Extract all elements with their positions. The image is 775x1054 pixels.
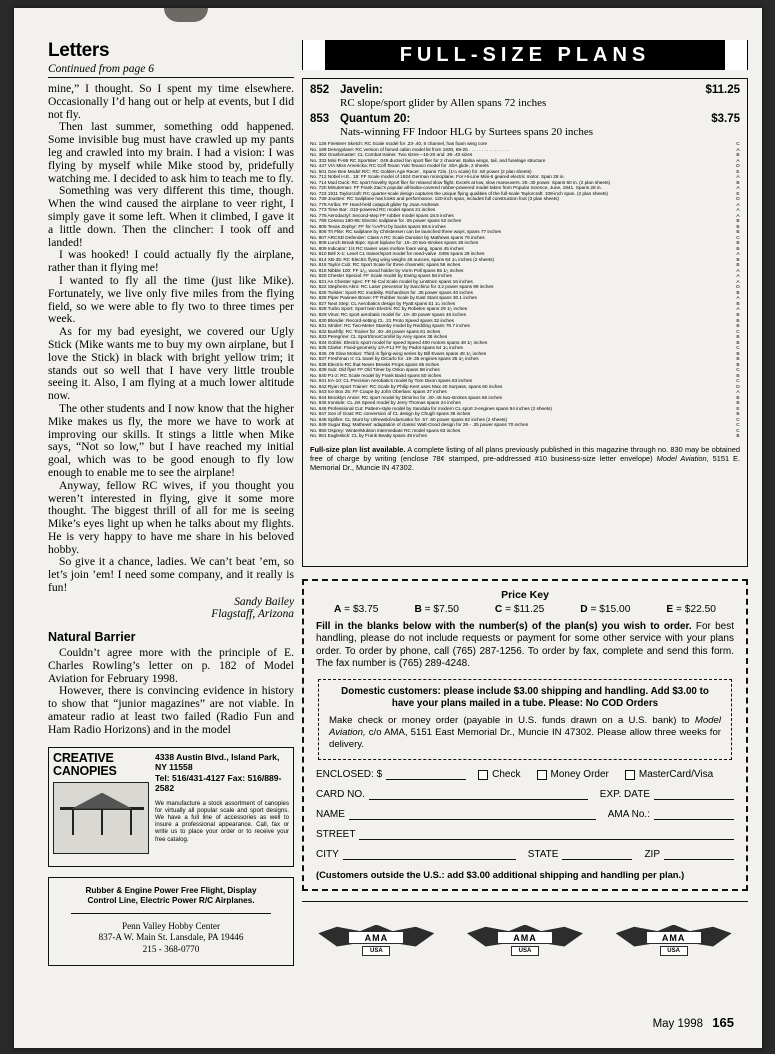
paragraph: Something was very different this time, though. When the wind caused the airplane to veer right, I simply gave it some left. When it climbed, I gave it a little down. Then the clincher: I took off and landed!: [48, 184, 294, 249]
price-key-entry: E = $22.50: [666, 604, 716, 615]
signature-name: Sandy Bailey: [234, 595, 294, 608]
plan-list-item[interactable]: No. 835 Clarke: Fixed-geometry 1/A-F1J FF by Padot spans 54 1⁄₄ inches: [310, 346, 463, 352]
plan-price-key: C: [736, 235, 740, 241]
scanner-thumb-artifact: [164, 8, 208, 22]
plan-price-key: A: [736, 175, 740, 181]
plan-list-item[interactable]: No. 843 Ice Box 25: FF Coupe by John Oberlanc spans 37 inches: [310, 390, 447, 396]
plan-number: 853: [310, 112, 330, 125]
issue-date: May 1998: [652, 1018, 704, 1030]
name-input[interactable]: [349, 809, 596, 820]
plan-price-key: A: [736, 202, 740, 208]
price-key-title: Price Key: [501, 589, 549, 601]
plan-price-key: E: [736, 191, 740, 197]
letters-body: [48, 83, 294, 595]
name-row[interactable]: [316, 809, 734, 820]
enclosed-label: ENCLOSED: $: [316, 768, 383, 780]
plan-price: $11.25: [705, 84, 740, 96]
plan-price-key: C: [736, 142, 740, 147]
plan-list-item[interactable]: No. 837 Freshman II: CL towel by DiCarlo for .19-.35 engines spans 35 1⁄₂ inches: [310, 357, 479, 363]
international-shipping-note: (Customers outside the U.S.: add $3.00 additional shipping and handling per plan.): [316, 868, 685, 880]
price-key-entry: A = $3.75: [333, 604, 379, 615]
plan-list-item[interactable]: No. 834 Goblin: Electric sport model for speed Speed 400 motors spans 48 1⁄₂ inches: [310, 340, 488, 346]
state-input[interactable]: [562, 849, 632, 860]
footnote-text: A complete listing of all plans previously published in this magazine through no. 830 may be obtained free of charge by writing (enclose 78¢ stamped, pre-addressed #10 business-size letter envelope): [310, 444, 740, 463]
plan-price-key: A: [736, 279, 740, 285]
ad-penn-valley-hobby[interactable]: [48, 877, 294, 967]
plan-list-item[interactable]: No. 825 Twister: Sport RC modelity. Richardson for .35 power spans 40 inches: [310, 290, 473, 296]
payment-note-pre: Make check or money order (payable in U.S. funds drawn on a U.S. bank) to: [329, 714, 695, 726]
zip-label: ZIP: [644, 848, 660, 860]
divider: [48, 77, 294, 78]
option-check-label: Check: [492, 768, 521, 780]
plan-price-key: B: [736, 153, 740, 159]
exp-date-input[interactable]: [654, 789, 734, 800]
plan-list-item[interactable]: No. 831 Strider: RC Two-Meter Stamby model by Redding spans 78.7 inches: [310, 324, 470, 330]
ad-address: 4338 Austin Blvd., Island Park, NY 11558: [155, 751, 280, 773]
ama-no-label: AMA No.:: [607, 808, 650, 820]
paragraph: However, there is convincing evidence in history to show that “junior magazines” are not viable. In amateur radio at least two failed (Radio Fun and Ham Radio Horizons) and in the model: [48, 684, 294, 736]
state-label: STATE: [527, 848, 559, 860]
plan-description: Nats-winning FF Indoor HLG by Surtees spans 20 inches: [340, 125, 593, 138]
footnote-heading: Full-size plan list available.: [310, 444, 406, 454]
street-input[interactable]: [359, 829, 734, 840]
plan-price-key: B: [736, 263, 740, 269]
page-footer: [653, 1015, 734, 1030]
ad-name-line2: CANOPIES: [53, 763, 117, 778]
signature: [48, 596, 294, 621]
checkbox-check[interactable]: [478, 770, 488, 780]
plan-list-item[interactable]: No. 836 .09 Slow Motion: Third in flying-wing series by Bill Evans spans 48 1⁄₂ inches: [310, 351, 487, 357]
plan-price-key: A: [736, 208, 740, 214]
plan-price-key: B: [736, 224, 740, 230]
plan-list-item[interactable]: No. 773 Time Bar: .010-powered RC model spans 21 inches: [310, 208, 436, 214]
payment-note-publication: Model Aviation,: [329, 714, 721, 738]
ad-store-name: Penn Valley Hobby Center: [121, 920, 221, 931]
ad-tagline-1: Rubber & Engine Power Free Flight, Display: [85, 885, 257, 895]
plan-price-key: A: [736, 307, 740, 313]
checkbox-money-order[interactable]: [537, 770, 547, 780]
plan-list-item[interactable]: No. 844 Brooklyn Annie: RC sport model by Dimirino for .30-.45 two-strokes spans 56 inches: [310, 395, 502, 401]
plan-list-item[interactable]: No. 807 ARCSD Defender: Class A RC Scale Duration by Mathews spans 76 inches: [310, 235, 485, 241]
page-number: 165: [712, 1015, 734, 1030]
plan-price-key: B: [736, 301, 740, 307]
left-column: [48, 40, 294, 966]
plan-list-item[interactable]: No. 809 Indicator: 1/4 RC trainer uses mofore foam wing, spans 45 inches: [310, 246, 464, 252]
plan-price-key: B: [736, 324, 740, 330]
continued-from: Continued from page 6: [48, 63, 154, 75]
plan-list-item[interactable]: No. 850 Osprey: Winter/Mukton intermediate RC model spans 63 inches: [310, 428, 461, 434]
plan-list-item[interactable]: No. 826 Piper Pawnee Brave: FF Rubber Scale by East Stant spans 30.1 inches: [310, 296, 477, 302]
plan-price-key: B: [736, 257, 740, 263]
payment-note-rest: c/o AMA, 5151 East Memorial Dr., Muncie IN 47302. Please allow three weeks for delivery.: [329, 726, 721, 750]
plan-price-key: E: [736, 169, 740, 175]
plan-list-item[interactable]: No. 830 Blondie: Record-setting CL .21 Proto Speed spans 32 inches: [310, 318, 454, 324]
exp-date-label: EXP. DATE: [599, 788, 650, 800]
divider: [71, 913, 271, 914]
plan-price-key: B: [736, 351, 740, 357]
enclosed-amount-input[interactable]: [386, 769, 466, 780]
price-key-column: [734, 142, 742, 440]
plan-price: $3.75: [711, 112, 740, 125]
plan-price-key: B: [736, 412, 740, 418]
ad-name-line1: CREATIVE: [53, 750, 114, 765]
order-instructions: [316, 621, 734, 671]
ama-logo: [616, 917, 732, 963]
plan-list-item[interactable]: No. 808 Lunch Break Bipe: Sport biplane for .15-.20 two-strokes spans 36 inches: [310, 241, 479, 247]
city-input[interactable]: [343, 849, 516, 860]
card-number-input[interactable]: [369, 789, 588, 800]
order-instructions-bold: Fill in the blanks below with the number(s) of the plan(s) you wish to order.: [316, 621, 692, 632]
ama-logo: [318, 917, 434, 963]
plan-list-item[interactable]: No. 848 Spitfire: CL Stunt by Urlrewski/Adamusko for .57 .60 power spans 62 inches (2 sheets): [310, 417, 508, 423]
plan-list-item[interactable]: No. 828 Turbo Sport: Sport twin Electric RC by Robelen spans 29 1⁄₂ inches: [310, 307, 468, 313]
plan-price-key: B: [736, 312, 740, 318]
name-label: NAME: [316, 808, 345, 820]
plan-price-key: C: [736, 379, 740, 385]
footnote-address: 5151 E. Memorial Dr., Muncie IN 47302.: [310, 453, 741, 472]
plan-list-item[interactable]: No. 847 Son of Goat: RC conversion of CL design by Chugh spans 36 inches: [310, 412, 471, 418]
plan-price-key: A: [736, 390, 740, 396]
plan-name: Javelin:: [340, 84, 383, 96]
payment-note: [329, 715, 721, 751]
plan-price-key: B: [736, 246, 740, 252]
plan-list-item[interactable]: No. 789 Cessna 180-85: Electric sailplane for .05 power spans 62 inches: [310, 219, 462, 225]
page-title: Letters: [48, 40, 110, 61]
plan-price-key: B: [736, 357, 740, 363]
option-money-order-label: Money Order: [550, 768, 609, 780]
banner-left-notch: [303, 40, 325, 70]
paragraph: So give it a chance, ladies. We can’t beat ’em, so let’s join ’em! I need some company, and it really is fun!: [48, 555, 294, 595]
plan-price-key: B: [736, 318, 740, 324]
plan-price-key: B: [736, 401, 740, 407]
plan-list-item[interactable]: No. 126 Firesteer Sketch: RC Scale model for .23-.40, 5 channel, has foam wing core: [310, 142, 488, 147]
plan-list-item[interactable]: No. 815 Taylor Cub: RC Sport Scale for three channels; spans 56 inches: [310, 263, 461, 269]
magazine-page: [14, 8, 762, 1048]
plan-price-key: C: [736, 428, 740, 434]
paragraph: Then last summer, something odd happened. Some invisible bug must have crawled up my pants leg and crawled into my brain. I had a vision: I was flying by myself while Mike stood by, pridefully watching me. I decided to ask him to teach me to fly.: [48, 120, 294, 185]
ad-store-address: 837-A W. Main St. Lansdale, PA 19446: [98, 932, 244, 943]
plan-price-key: A: [736, 147, 740, 153]
paragraph: Anyway, fellow RC wives, if you thought you weren’t interested in flying, give it some more thought. The biggest thrill of all for me is seeing Mike’s eyes light up when he talks about my flights. He is very happy to have me share in his beloved hobby.: [48, 478, 294, 556]
plan-list-item[interactable]: No. 845 Ironside: CL Jet Speed model by Jerry Thomas spans 24 inches: [310, 401, 461, 407]
plan-list-item[interactable]: No. 821 An Chester spec: FF Ni-Cal Scale model by Linstram spans 16 inches: [310, 279, 473, 285]
ama-logo-text: AMA: [348, 931, 404, 944]
plan-list-item[interactable]: No. 841 KA-10: CL Precision Aerobatics model by Tom Dixon spans 63 inches: [310, 379, 472, 385]
plan-list-item[interactable]: No. 739 Jousten: RC Sailplane has looks and performance. 120-inch span, includes full construction foot (3 plan sheets): [310, 197, 559, 203]
plan-price-key: B: [736, 335, 740, 341]
plan-list-item[interactable]: No. 723 1911 Taylorcraft: RC quarter-scale design captures the unique flying qualities of the full-scale Taylorcraft. 108-inch span. (2 plan sheets): [310, 191, 608, 197]
ad-creative-canopies[interactable]: [48, 747, 294, 867]
price-key-row: [316, 604, 734, 615]
plan-price-key: A: [736, 268, 740, 274]
plan-price-key: C: [736, 423, 740, 429]
checkbox-mastercard-visa[interactable]: [625, 770, 635, 780]
full-size-plans-banner: [302, 40, 748, 70]
ad-copy: We manufacture a stock assortment of canopies for virtually all popular scale and sport designs. We have a full line of accessories as well to insure a professional appearance. Call, fax or write us to place your order or to receive your free catalog.: [155, 799, 289, 843]
ama-logo-usa-text: USA: [511, 946, 539, 956]
plan-price-key: B: [736, 219, 740, 225]
paragraph: I was hooked! I could actually fly the airplane, rather than it flying me!: [48, 248, 294, 275]
ama-logo-strip: [302, 901, 748, 967]
plans-order-form[interactable]: [302, 579, 748, 891]
plan-price-key: B: [736, 340, 740, 346]
plan-list-item[interactable]: No. 362 Grashmaster: CL Combat trainer. Two sizes—16-20 and .36-.40 sizes: [310, 153, 473, 159]
plan-price-key: A: [736, 186, 740, 192]
featured-plan-row[interactable]: [310, 113, 740, 126]
plan-list-item[interactable]: No. 332 Mini Fi-86 RC Sportster: .049 ducted fan sport flier for 2 channel. Balsa wings, tail, and fuselage structure: [310, 158, 546, 164]
ad-tagline-2: Control Line, Electric Power R/C Airplanes.: [87, 895, 255, 905]
card-no-label: CARD NO.: [316, 788, 365, 800]
ama-logo-text: AMA: [646, 931, 702, 944]
price-key-entry: D = $15.00: [580, 604, 631, 615]
plan-price-key: C: [736, 329, 740, 335]
signature-place: Flagstaff, Arizona: [211, 608, 294, 621]
plan-price-key: B: [736, 290, 740, 296]
plan-list-item[interactable]: No. 827 Next Step: CL Aerobatics design by Pyatt spans 51 1⁄₄ inches: [310, 301, 456, 307]
plans-footnote: [310, 445, 740, 472]
plan-price-key: C: [736, 417, 740, 423]
plan-list-item[interactable]: No. 814 XB-35: RC Electric flying wing weighs 46 ounces, spans 64 1⁄₄ inches (2 sheets): [310, 257, 494, 263]
plan-price-key: D: [736, 164, 740, 170]
paragraph: As for my bad eyesight, we covered our Ugly Stick (Mike wants me to buy my own airplane, but I love the Stick) in black with bright yellow trim; it stands out so well that I have very little trouble seeing it. Also, I am flying at a much lower altitude now.: [48, 325, 294, 403]
paragraph: mine,” I thought. So I spent my time elsewhere. Occasionally I’d hang out or help at events, but I did not fly.: [48, 82, 294, 121]
page-content: [30, 22, 750, 1040]
domestic-note: Domestic customers: please include $3.00 shipping and handling. Add $3.00 to have your plans mailed in a tube. Please: No COD Orders: [341, 685, 709, 709]
plan-list-item[interactable]: No. 714 Mud Duck: RC sport Novelty Sport flier for relaxed slow flight. Excels at low, slow maneuvers. 25-.30 power. Spans 60 in. (2 plan sheets): [310, 180, 611, 186]
ad-store-phone: 215 - 368-0770: [142, 943, 200, 954]
banner-right-notch: [725, 40, 747, 70]
street-row[interactable]: [316, 829, 734, 840]
plan-list-item[interactable]: No. 842 Ryan Sport Trainer: RC Scale by Philip Kent uses Max 40 Surpass, spans 60 inches: [310, 384, 503, 390]
plan-list-item[interactable]: No. 810 Bell X-1: Level CL trainer/sport model for need-valve .049s spans 28 inches: [310, 252, 485, 258]
plan-price-key: E: [736, 406, 740, 412]
footnote-publication: Model Aviation,: [656, 453, 709, 463]
plan-list-item[interactable]: No. 501 Gee Bee Model R/C: RC Golden Age Racer . Spans 72in. (1¼ scale) for .60 power (2 plan sheets): [310, 169, 532, 175]
plan-list-item[interactable]: No. 822 Stephens Akro: RC Laser precessor by Sacchino for 3.2 power spans 99 inches: [310, 285, 494, 291]
plan-price-key: B: [736, 362, 740, 368]
plan-list-item[interactable]: No. 806 Tri Flite: RC sailplane by Christensen can be launched three ways; spans 77 inches: [310, 230, 501, 236]
plan-list-item[interactable]: No. 849 Sugar Bug: Mathews' adaptation of classic Watt-Good design for 26 - .35 power spans 70 inches: [310, 423, 529, 429]
plan-description: RC slope/sport glider by Allen spans 72 inches: [340, 97, 547, 109]
section-title-natural-barrier: Natural Barrier: [48, 630, 136, 645]
ama-number-input[interactable]: [654, 809, 734, 820]
plan-list-item[interactable]: No. 832 Bushfly: RC Trainer for .40-.46 power spans 61 inches: [310, 329, 441, 335]
canopy-illustration: [53, 782, 149, 854]
price-key-entry: C = $11.25: [494, 604, 545, 615]
plan-price-key: B: [736, 373, 740, 379]
right-column: [302, 40, 748, 967]
plan-price-key: D: [736, 197, 740, 203]
plan-name: Quantum 20:: [340, 112, 411, 125]
enclosed-row[interactable]: [316, 769, 734, 780]
plan-list-item[interactable]: No. 829 Virus: RC sport aerobatic model for .19-.30 power spans 46 inches: [310, 312, 466, 318]
plan-list-item[interactable]: No. 447 V/A Miss Americka: RC Golf Texan Yuki Texaco model for .60A glide, 2 sheets: [310, 164, 489, 170]
plan-list-item[interactable]: No. 846 Professional Cut: Pattern-style model by Sandula for modern CL sport 3-engines spans 94 inches (2 sheets): [310, 406, 552, 412]
plan-list-item[interactable]: No. 838 Electric-RC that Never Breaks Props spans 65 inches: [310, 362, 440, 368]
paragraph: Couldn’t agree more with the principle of E. Charles Rowling’s letter on p. 182 of Model Aviation for February 1998.: [48, 646, 294, 685]
price-key-entry: B = $7.50: [414, 604, 459, 615]
paragraph: I wanted to fly all the time (just like Mike). Fortunately, we live only five miles from the flying field, so we were able to fly two to three times per week.: [48, 273, 294, 326]
natural-barrier-body: [48, 647, 294, 737]
plan-list-item[interactable]: No. 189 Dennyplane: RC version of famed cabin model kit from 1930, 69-25 . . . . . . . . . . . . . . . .: [310, 147, 509, 153]
plan-price-key: D: [736, 285, 740, 291]
plan-list-item[interactable]: No. 818 Nibble 100: FF 1/₁₀ wood holder by Vorm Poll spans 55 1⁄₂ inches: [310, 268, 464, 274]
plan-price-key: B: [736, 241, 740, 247]
plan-list-item[interactable]: No. 839 Sub: Old flyer FF Old Timer by Oslon spans 58 inches: [310, 368, 440, 374]
banner-title: FULL-SIZE PLANS: [399, 43, 651, 66]
plan-price-key: C: [736, 368, 740, 374]
plan-number: 852: [310, 84, 330, 96]
plan-list-item[interactable]: No. 805 Texas Zephyr: FF for ½A/FU by backs spans 58.5 inches: [310, 224, 446, 230]
ama-logo-text: AMA: [497, 931, 553, 944]
plan-price-key: A: [736, 158, 740, 164]
plan-price-key: B: [736, 395, 740, 401]
plans-list-box: [302, 78, 748, 567]
plan-price-key: B: [736, 434, 740, 440]
plan-list-item[interactable]: No. 720 Minuteman: FF Frank Zaic's popular all-balsa-covered rubber-powered model taken from Popular Science, June, 1941. Spans 28 in.: [310, 186, 602, 192]
plan-price-key: A: [736, 213, 740, 219]
plan-list-item[interactable]: No. 712 Nobel H.E.. 18: FF Scale model of 1924 German monoplane. For Hi-Line Mini-6 geared electric motor. Span 28 in.: [310, 175, 565, 181]
plan-list-item[interactable]: No. 820 Chester Special: FF Scale model by Ewing spans 56 inches: [310, 274, 452, 280]
ama-logo-usa-text: USA: [660, 946, 688, 956]
city-label: CITY: [316, 848, 339, 860]
plan-price-key: D: [736, 384, 740, 390]
plan-price-key: B: [736, 180, 740, 186]
card-number-row[interactable]: [316, 789, 734, 800]
order-instructions-rest: For best handling, please do not include requests or payment for some other service with your plans order. To order by phone, call (765) 287-1256. To order by fax, complete and send this form. The fax number is (765) 289-4248.: [316, 621, 734, 670]
option-mastercard-visa-label: MasterCard/Visa: [638, 768, 714, 780]
plan-list-item[interactable]: No. 833 Peregrine: CL Sport/SnorComfel by Arey spans 38 inches: [310, 335, 448, 341]
plan-price-key: C: [736, 346, 740, 352]
ama-logo: [467, 917, 583, 963]
plan-price-key: B: [736, 230, 740, 236]
plan-list-item[interactable]: No. 851 Eaglestick: CL by Frank Beatty spans 49 inches: [310, 434, 427, 440]
shipping-note-box: [318, 679, 732, 760]
plan-price-key: A: [736, 296, 740, 302]
plan-price-key: A: [736, 274, 740, 280]
plan-price-key: A: [736, 252, 740, 258]
street-label: STREET: [316, 828, 356, 840]
zip-input[interactable]: [664, 849, 734, 860]
plan-catalog-list: [310, 142, 740, 440]
ad-phone: Tel: 516/431-4127 Fax: 516/889-2582: [155, 772, 282, 794]
paragraph: The other students and I now know that the higher Mike makes us fly, the more we have to work at improving our skills. It stings a little when Mike says, “Not so low,” but I have reached my initial goal, which was to be good enough to fly low enough to enable me to see the airplane!: [48, 401, 294, 479]
plan-list-item[interactable]: No. 779 Arriba: FF Hand-held catapult glider by Joan Andrews: [310, 202, 439, 208]
city-row[interactable]: [316, 849, 734, 860]
plan-list-item[interactable]: No. 840 P1-2: RC Scale model by Frank Baird spans 50 inches: [310, 373, 442, 379]
featured-plan-row[interactable]: [310, 84, 740, 97]
plan-list-item[interactable]: No. 776 Aerodactyl: Second-step FF rubber model spans 18.5 inches: [310, 213, 454, 219]
ama-logo-usa-text: USA: [362, 946, 390, 956]
